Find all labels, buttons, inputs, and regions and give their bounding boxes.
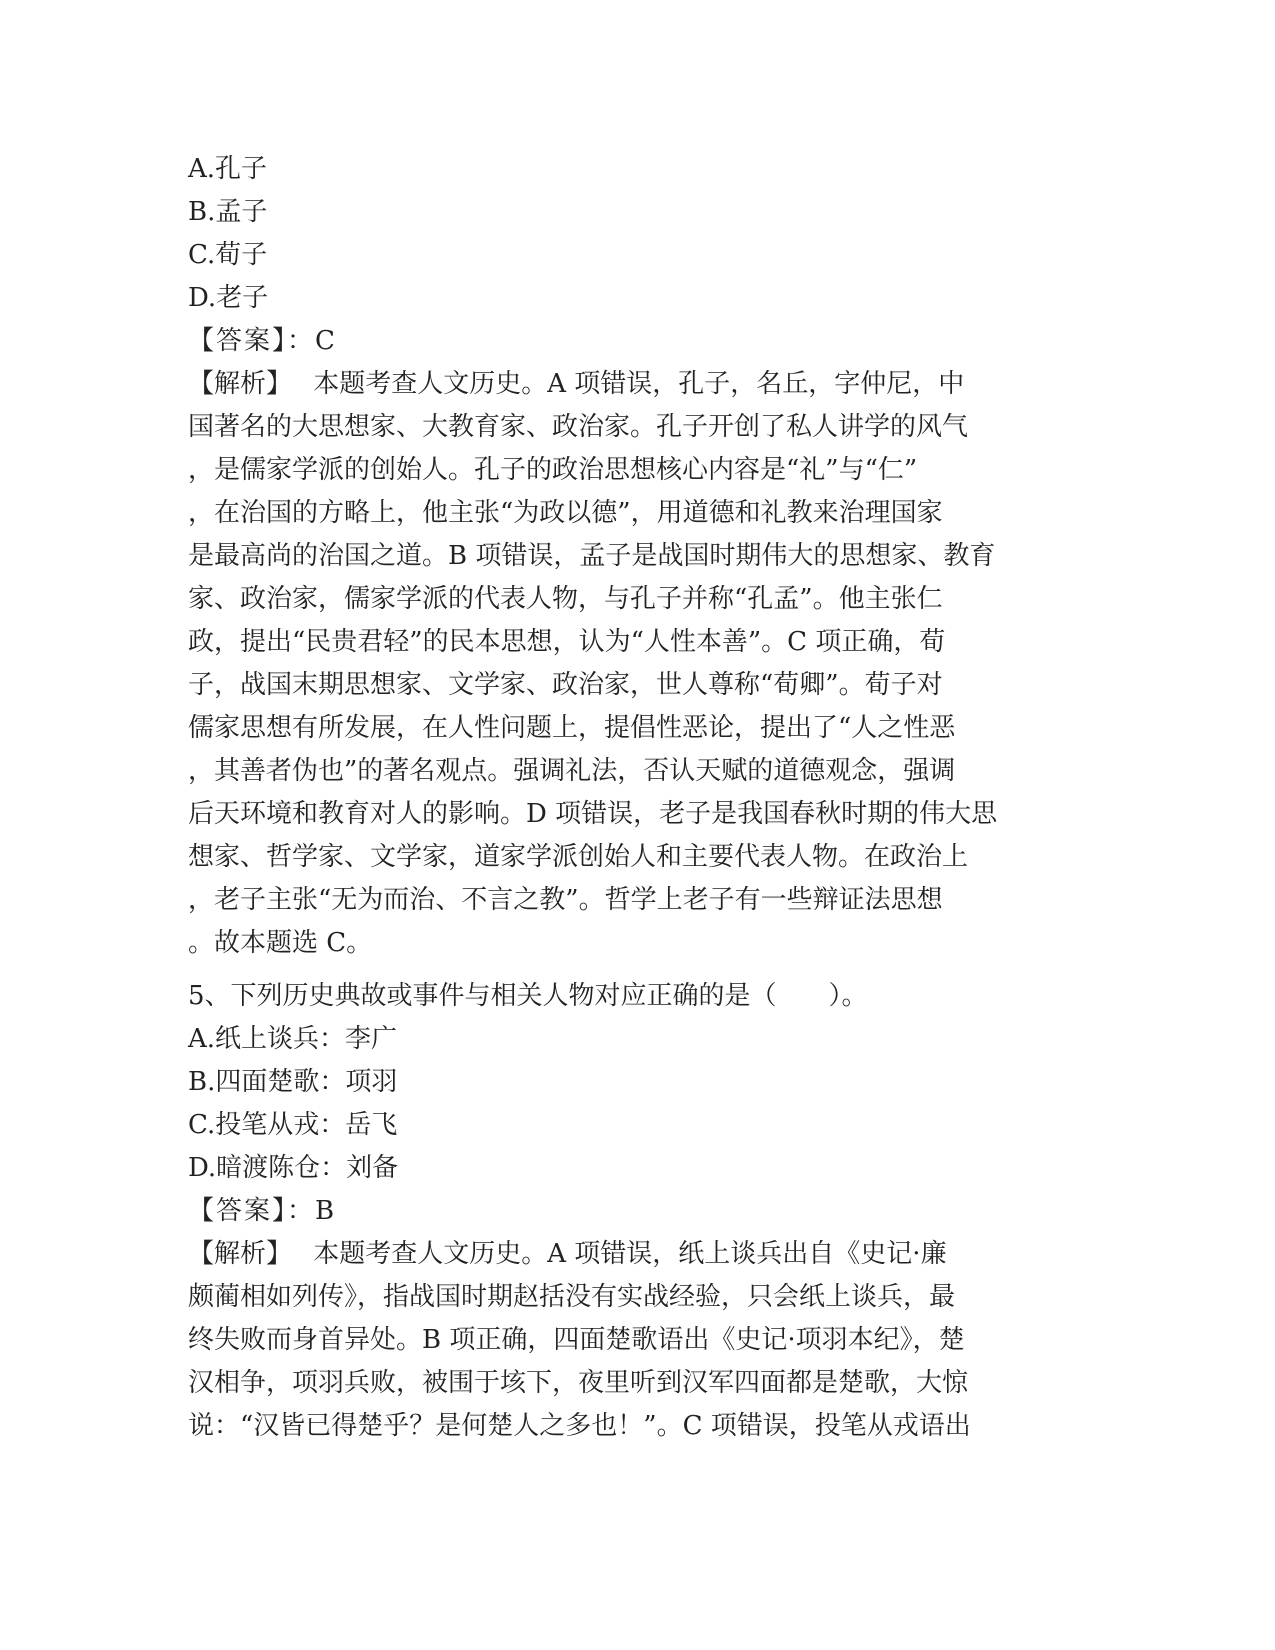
analysis-line: 后天环境和教育对人的影响。D 项错误，老子是我国春秋时期的伟大思 [188, 799, 998, 829]
answer-line: 【答案】：C [188, 326, 337, 356]
option-a: A.纸上谈兵：李广 [188, 1024, 398, 1054]
analysis-line: 政，提出“民贵君轻”的民本思想，认为“人性本善”。C 项正确，荀 [188, 627, 946, 657]
analysis-line: 是最高尚的治国之道。B 项错误，孟子是战国时期伟大的思想家、教育 [188, 541, 996, 571]
analysis-line: 说：“汉皆已得楚乎？是何楚人之多也！”。C 项错误，投笔从戎语出 [188, 1411, 971, 1441]
analysis-line: ，是儒家学派的创始人。孔子的政治思想核心内容是“礼”与“仁” [188, 455, 918, 485]
analysis-line: ，老子主张“无为而治、不言之教”。哲学上老子有一些辩证法思想 [188, 885, 943, 915]
analysis-line: 。故本题选 C。 [188, 928, 373, 958]
analysis-line: 终失败而身首异处。B 项正确，四面楚歌语出《史记·项羽本纪》，楚 [188, 1325, 965, 1355]
option-a: A.孔子 [188, 154, 268, 184]
option-b: B.四面楚歌：项羽 [188, 1067, 398, 1097]
block-spacer [188, 965, 1088, 975]
document-page [188, 148, 1088, 1448]
answer-line: 【答案】：B [188, 1196, 337, 1226]
analysis-paragraph [188, 1233, 1088, 1448]
analysis-line: 颇蔺相如列传》，指战国时期赵括没有实战经验，只会纸上谈兵，最 [188, 1282, 956, 1312]
option-d: D.暗渡陈仓：刘备 [188, 1153, 399, 1183]
analysis-line: 【解析】 本题考查人文历史。A 项错误，纸上谈兵出自《史记·廉 [188, 1239, 947, 1269]
option-d: D.老子 [188, 283, 269, 313]
question-4-block [188, 148, 1088, 965]
analysis-line: 汉相争，项羽兵败，被围于垓下，夜里听到汉军四面都是楚歌，大惊 [188, 1368, 969, 1398]
analysis-line: ，其善者伪也”的著名观点。强调礼法，否认天赋的道德观念，强调 [188, 756, 956, 786]
option-c: C.荀子 [188, 240, 268, 270]
question-text: 5、下列历史典故或事件与相关人物对应正确的是（ ）。 [188, 981, 868, 1011]
analysis-paragraph [188, 363, 1088, 965]
analysis-line: 【解析】 本题考查人文历史。A 项错误，孔子，名丘，字仲尼，中 [188, 369, 965, 399]
option-c: C.投笔从戎：岳飞 [188, 1110, 398, 1140]
analysis-line: 子，战国末期思想家、文学家、政治家，世人尊称“荀卿”。荀子对 [188, 670, 943, 700]
option-b: B.孟子 [188, 197, 268, 227]
analysis-line: 想家、哲学家、文学家，道家学派创始人和主要代表人物。在政治上 [188, 842, 969, 872]
question-5-block [188, 975, 1088, 1448]
analysis-line: 儒家思想有所发展，在人性问题上，提倡性恶论，提出了“人之性恶 [188, 713, 956, 743]
analysis-line: 家、政治家，儒家学派的代表人物，与孔子并称“孔孟”。他主张仁 [188, 584, 943, 614]
analysis-line: ，在治国的方略上，他主张“为政以德”，用道德和礼教来治理国家 [188, 498, 943, 528]
analysis-line: 国著名的大思想家、大教育家、政治家。孔子开创了私人讲学的风气 [188, 412, 969, 442]
